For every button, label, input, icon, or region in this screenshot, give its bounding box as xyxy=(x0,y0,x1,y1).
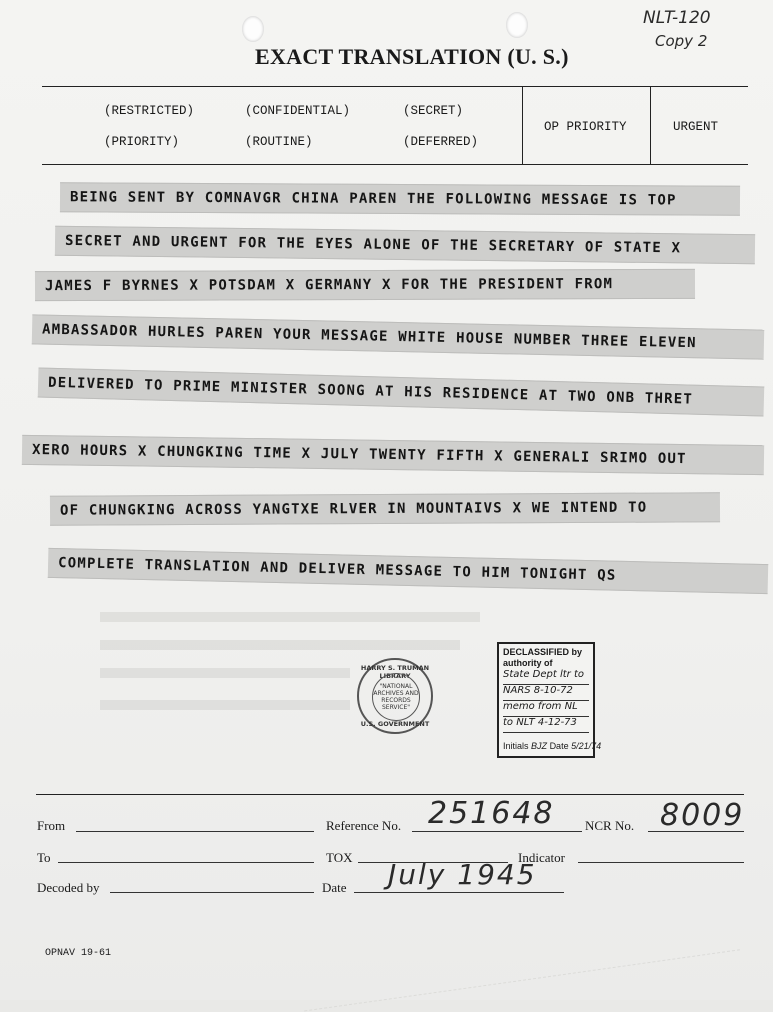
indicator-label: Indicator xyxy=(518,850,565,865)
initials-label: Initials xyxy=(503,741,529,751)
corner-note-copy: Copy 2 xyxy=(655,32,708,50)
library-seal xyxy=(357,658,433,734)
message-line: COMPLETE TRANSLATION AND DELIVER MESSAGE TO HIM TONIGHT QS xyxy=(48,548,768,594)
bleed-through-text xyxy=(100,640,460,650)
class-confidential: (CONFIDENTIAL) xyxy=(245,104,351,118)
form-rule-top xyxy=(36,794,744,795)
reference-label: Reference No. xyxy=(326,818,402,833)
declassified-stamp xyxy=(497,642,602,758)
class-secret: (SECRET) xyxy=(403,104,464,118)
seal-bottom-text: U.S. GOVERNMENT xyxy=(360,720,430,728)
class-urgent: URGENT xyxy=(673,120,719,134)
header-rule-top xyxy=(42,86,748,87)
declassified-initials-row xyxy=(503,741,602,751)
punch-hole-right xyxy=(506,12,528,38)
from-field-line xyxy=(76,831,314,832)
date-value: 5/21/74 xyxy=(571,741,602,751)
punch-hole-left xyxy=(242,16,264,42)
message-line: DELIVERED TO PRIME MINISTER SOONG AT HIS RESIDENCE AT TWO ONB THRET xyxy=(38,368,765,417)
faint-pencil-note xyxy=(300,920,740,1012)
document-title: EXACT TRANSLATION (U. S.) xyxy=(255,44,569,69)
seal-center-text: "NATIONAL ARCHIVES AND RECORDS SERVICE" xyxy=(372,673,420,721)
class-deferred: (DEFERRED) xyxy=(403,135,479,149)
bleed-through-text xyxy=(100,700,350,710)
message-line: BEING SENT BY COMNAVGR CHINA PAREN THE FOLLOWING MESSAGE IS TOP xyxy=(60,182,740,216)
ncr-number: 8009 xyxy=(660,798,745,833)
seal-top-text: HARRY S. TRUMAN LIBRARY xyxy=(360,664,430,680)
reference-number: 251648 xyxy=(428,796,555,831)
from-label: From xyxy=(37,818,66,833)
date-label: Date xyxy=(549,741,569,751)
date-field-line xyxy=(354,892,564,893)
date-value: July 1945 xyxy=(388,858,537,891)
indicator-field-line xyxy=(578,862,744,863)
form-number: OPNAV 19-61 xyxy=(45,948,112,959)
class-restricted: (RESTRICTED) xyxy=(104,104,195,118)
declassified-line-3: memo from NL xyxy=(503,701,589,717)
to-label: To xyxy=(37,850,51,865)
message-line: SECRET AND URGENT FOR THE EYES ALONE OF THE SECRETARY OF STATE X xyxy=(55,226,755,265)
reference-field-line xyxy=(412,831,582,832)
declassified-line-1: State Dept ltr to xyxy=(503,669,589,685)
to-field-line xyxy=(58,862,314,863)
decoded-by-label: Decoded by xyxy=(37,880,100,895)
message-line: AMBASSADOR HURLES PAREN YOUR MESSAGE WHITE HOUSE NUMBER THREE ELEVEN xyxy=(32,314,764,359)
declassified-heading: DECLASSIFIED by authority of xyxy=(503,647,583,668)
bleed-through-text xyxy=(100,612,480,622)
header-divider-1 xyxy=(522,86,523,165)
date-label: Date xyxy=(322,880,347,895)
class-priority: (PRIORITY) xyxy=(104,135,180,149)
tox-label: TOX xyxy=(326,850,353,865)
corner-note-nlt: NLT-120 xyxy=(643,8,711,28)
message-line: XERO HOURS X CHUNGKING TIME X JULY TWENTY FIFTH X GENERALI SRIMO OUT xyxy=(22,435,764,475)
declassified-line-4: to NLT 4-12-73 xyxy=(503,717,589,733)
message-line: JAMES F BYRNES X POTSDAM X GERMANY X FOR THE PRESIDENT FROM xyxy=(35,269,695,301)
decoded-by-field-line xyxy=(110,892,314,893)
header-divider-2 xyxy=(650,86,651,165)
message-line: OF CHUNGKING ACROSS YANGTXE RLVER IN MOUNTAIVS X WE INTEND TO xyxy=(50,492,720,526)
class-op-priority: OP PRIORITY xyxy=(544,120,627,134)
header-rule-bottom xyxy=(42,164,748,165)
initials-value: BJZ xyxy=(531,741,548,751)
declassified-line-2: NARS 8-10-72 xyxy=(503,685,589,701)
bleed-through-text xyxy=(100,668,350,678)
ncr-label: NCR No. xyxy=(585,818,635,833)
class-routine: (ROUTINE) xyxy=(245,135,313,149)
